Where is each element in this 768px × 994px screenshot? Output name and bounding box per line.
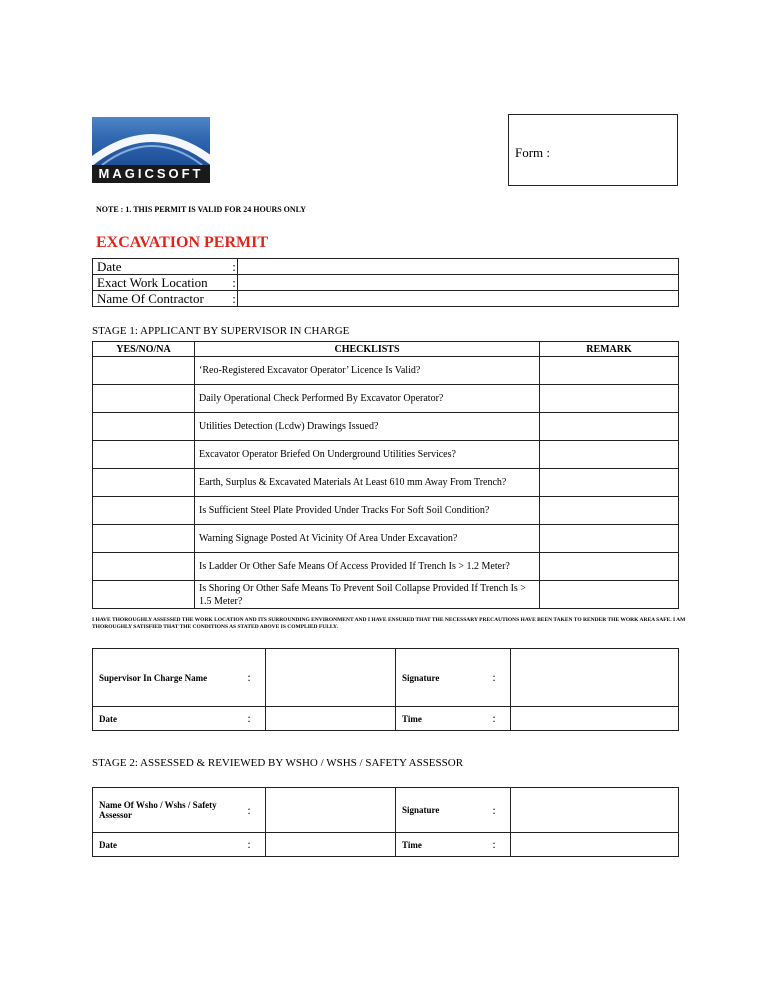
form-number-box [508, 114, 678, 186]
info-row-location [93, 275, 679, 291]
supervisor-name-field[interactable] [266, 649, 396, 707]
info-colon: : [232, 275, 236, 290]
answer-cell[interactable] [93, 441, 195, 469]
supervisor-name-label: Supervisor In Charge Name [93, 649, 234, 707]
info-colon: : [232, 291, 236, 306]
checklist-item: Is Shoring Or Other Safe Means To Prevent Soil Collapse Provided If Trench Is > 1.5 Meter? [195, 581, 540, 609]
logo-bridge-graphic [92, 117, 210, 165]
assessor-time-field[interactable] [511, 833, 679, 857]
checklist-row [93, 357, 679, 385]
colon: : [233, 649, 266, 707]
assessor-name-row [93, 788, 679, 833]
assessor-name-label: Name Of Wsho / Wshs / Safety Assessor [93, 788, 234, 833]
answer-cell[interactable] [93, 497, 195, 525]
colon: : [478, 707, 511, 731]
date-label: Date [93, 833, 234, 857]
stage2-heading: STAGE 2: ASSESSED & REVIEWED BY WSHO / WSHS / SAFETY ASSESSOR [92, 757, 464, 769]
checklist-row [93, 581, 679, 609]
info-row-date [93, 259, 679, 275]
answer-cell[interactable] [93, 385, 195, 413]
col-header-checklists: CHECKLISTS [195, 342, 540, 357]
supervisor-time-field[interactable] [511, 707, 679, 731]
assessor-name-field[interactable] [266, 788, 396, 833]
checklist-row [93, 497, 679, 525]
checklist-table [92, 341, 679, 609]
declaration-text: I HAVE THOROUGHLY ASSESSED THE WORK LOCATION AND ITS SURROUNDING ENVIRONMENT AND I HAVE ENSURED THAT THE NECESSARY PRECAUTIONS HAVE BEEN TAKEN TO RENDER THE WORK AREA SAFE. I AM THOROUGHLY SATISFIED THAT THE CONDITIONS AS STATED ABOVE IS COMPLIED FULLY. [92, 617, 686, 630]
company-logo [92, 117, 210, 183]
remark-cell[interactable] [540, 469, 679, 497]
checklist-item: Utilities Detection (Lcdw) Drawings Issued? [195, 413, 540, 441]
checklist-row [93, 413, 679, 441]
remark-cell[interactable] [540, 553, 679, 581]
answer-cell[interactable] [93, 413, 195, 441]
remark-cell[interactable] [540, 497, 679, 525]
checklist-item: Earth, Surplus & Excavated Materials At Least 610 mm Away From Trench? [195, 469, 540, 497]
col-header-remark: REMARK [540, 342, 679, 357]
checklist-row [93, 553, 679, 581]
checklist-row [93, 441, 679, 469]
checklist-row [93, 469, 679, 497]
info-label: Date [93, 259, 232, 275]
checklist-item: Excavator Operator Briefed On Underground Utilities Services? [195, 441, 540, 469]
colon: : [478, 649, 511, 707]
colon: : [233, 833, 266, 857]
info-label: Name Of Contractor [93, 291, 232, 307]
checklist-row [93, 385, 679, 413]
contractor-field[interactable] [238, 291, 679, 307]
checklist-row [93, 525, 679, 553]
time-label: Time [396, 707, 479, 731]
answer-cell[interactable] [93, 553, 195, 581]
remark-cell[interactable] [540, 385, 679, 413]
permit-info-table [92, 258, 679, 307]
page-title: EXCAVATION PERMIT [96, 234, 269, 251]
validity-note: NOTE : 1. THIS PERMIT IS VALID FOR 24 HOURS ONLY [96, 205, 307, 214]
assessor-date-field[interactable] [266, 833, 396, 857]
checklist-item: Is Sufficient Steel Plate Provided Under Tracks For Soft Soil Condition? [195, 497, 540, 525]
answer-cell[interactable] [93, 469, 195, 497]
colon: : [233, 788, 266, 833]
assessor-date-row [93, 833, 679, 857]
remark-cell[interactable] [540, 525, 679, 553]
supervisor-signature-table [92, 648, 679, 731]
info-row-contractor [93, 291, 679, 307]
checklist-item: Is Ladder Or Other Safe Means Of Access Provided If Trench Is > 1.2 Meter? [195, 553, 540, 581]
logo-text: MAGICSOFT [92, 165, 210, 183]
checklist-item: Warning Signage Posted At Vicinity Of Area Under Excavation? [195, 525, 540, 553]
answer-cell[interactable] [93, 357, 195, 385]
supervisor-date-row [93, 707, 679, 731]
signature-label: Signature [396, 649, 479, 707]
colon: : [478, 833, 511, 857]
supervisor-signature-field[interactable] [511, 649, 679, 707]
assessor-signature-field[interactable] [511, 788, 679, 833]
answer-cell[interactable] [93, 525, 195, 553]
remark-cell[interactable] [540, 441, 679, 469]
supervisor-name-row [93, 649, 679, 707]
remark-cell[interactable] [540, 413, 679, 441]
checklist-item: ‘Reo-Registered Excavator Operator’ Licence Is Valid? [195, 357, 540, 385]
time-label: Time [396, 833, 479, 857]
supervisor-date-field[interactable] [266, 707, 396, 731]
answer-cell[interactable] [93, 581, 195, 609]
colon: : [233, 707, 266, 731]
stage1-heading: STAGE 1: APPLICANT BY SUPERVISOR IN CHARGE [92, 325, 350, 337]
info-colon: : [232, 259, 236, 274]
form-label: Form : [515, 145, 551, 160]
colon: : [478, 788, 511, 833]
col-header-yes-no-na: YES/NO/NA [93, 342, 195, 357]
remark-cell[interactable] [540, 357, 679, 385]
date-label: Date [93, 707, 234, 731]
date-field[interactable] [238, 259, 679, 275]
checklist-header-row [93, 342, 679, 357]
info-label: Exact Work Location [93, 275, 232, 291]
assessor-signature-table [92, 787, 679, 857]
work-location-field[interactable] [238, 275, 679, 291]
remark-cell[interactable] [540, 581, 679, 609]
checklist-item: Daily Operational Check Performed By Excavator Operator? [195, 385, 540, 413]
signature-label: Signature [396, 788, 479, 833]
